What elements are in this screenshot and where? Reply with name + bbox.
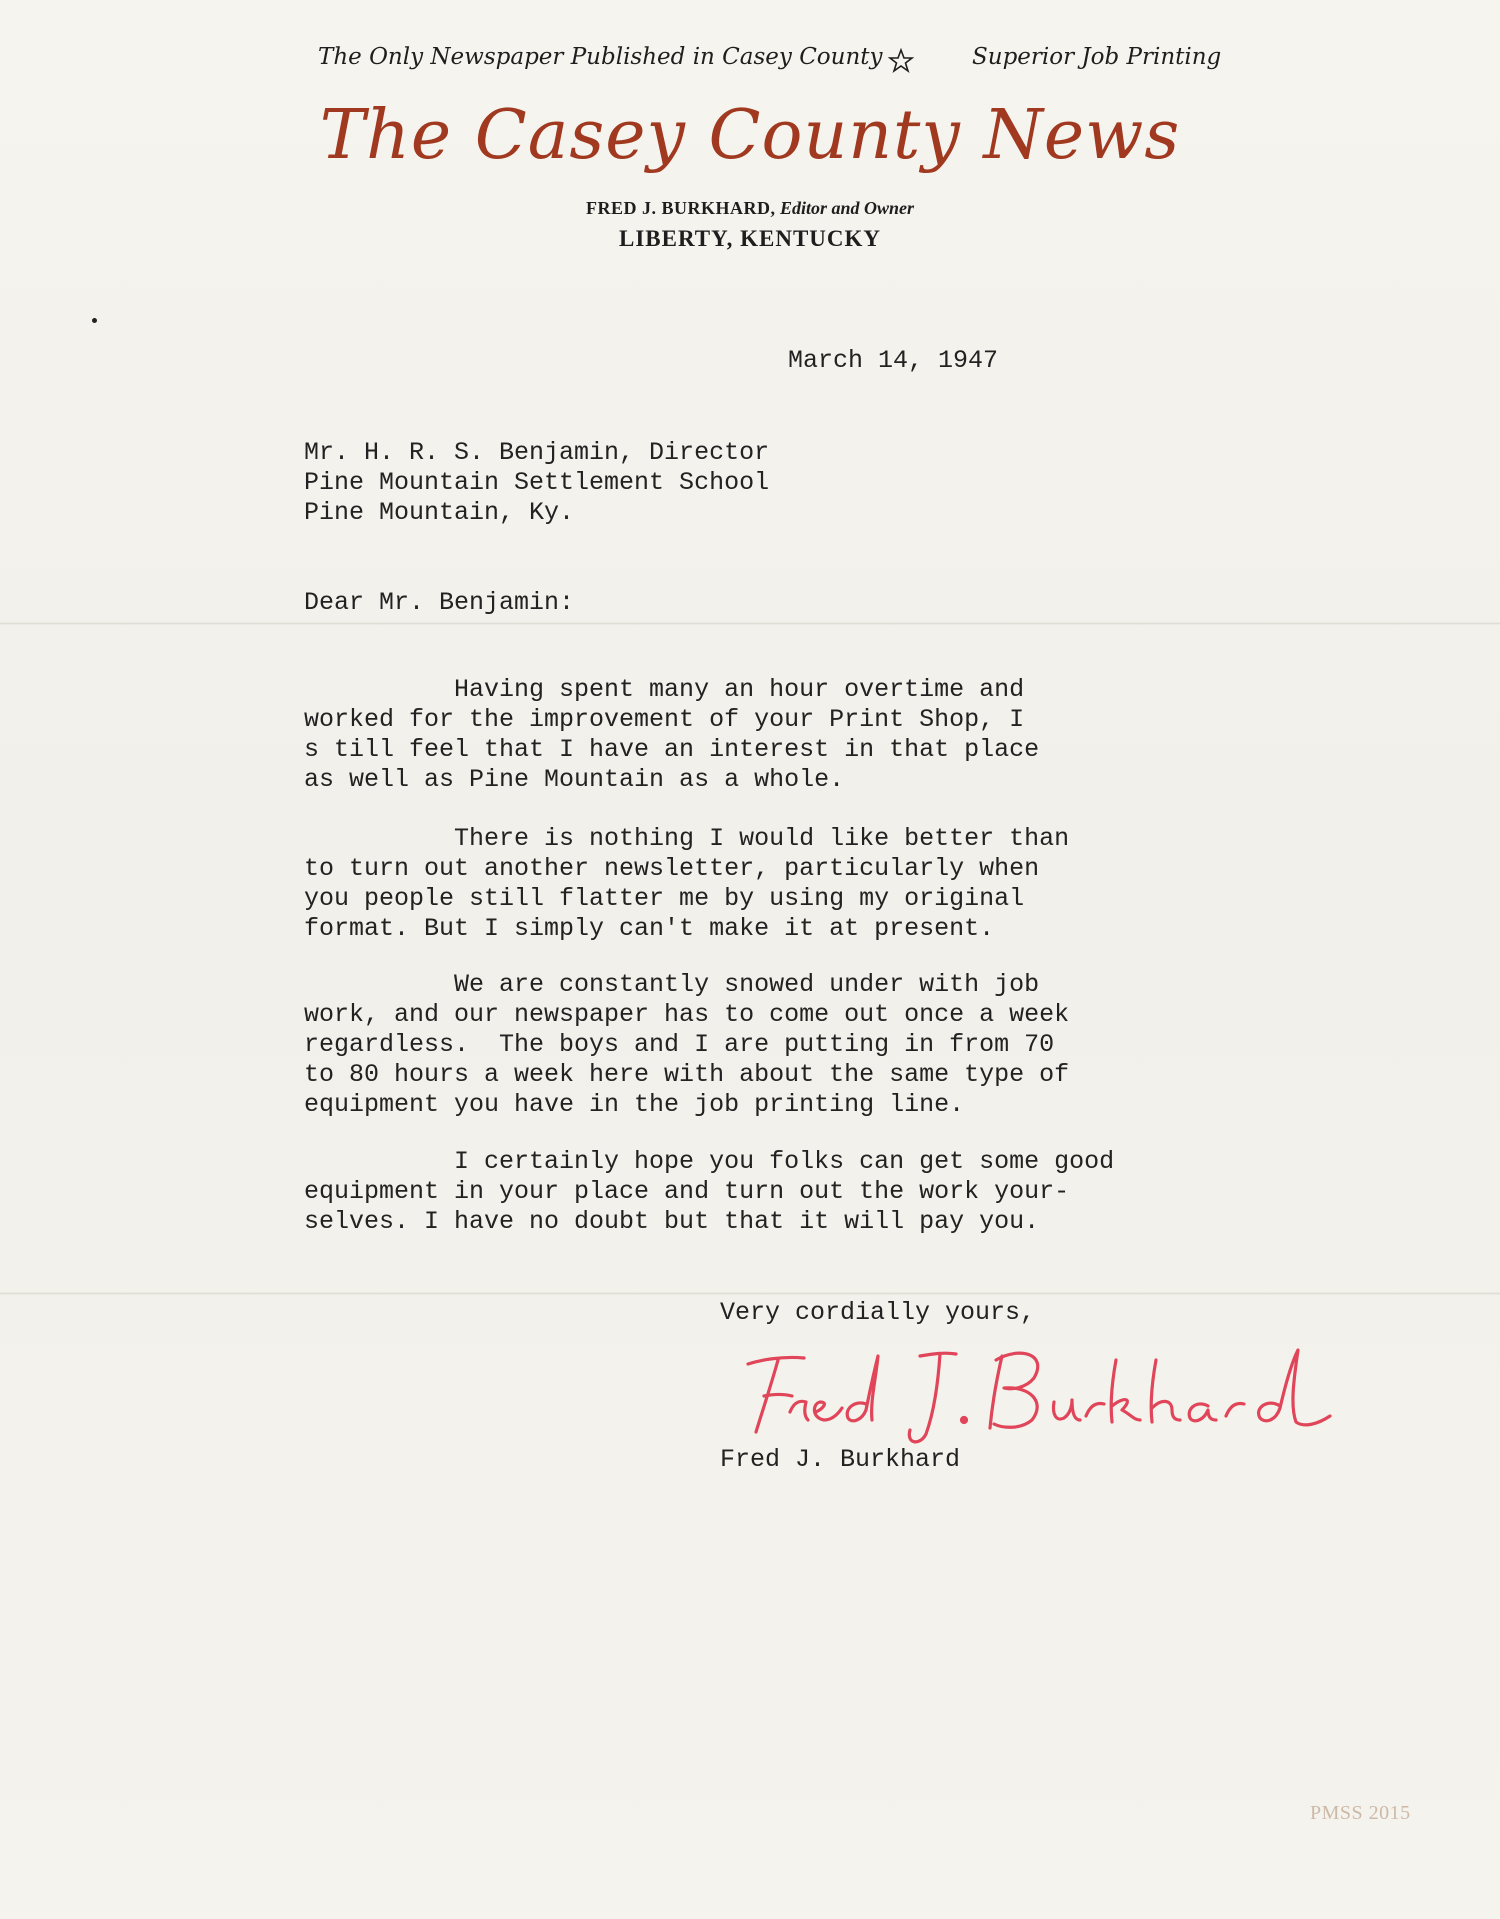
editor-role: Editor and Owner	[779, 198, 915, 218]
body-line: We are constantly snowed under with job	[304, 970, 1040, 999]
signed-name: Fred J. Burkhard	[720, 1445, 961, 1474]
salutation: Dear Mr. Benjamin:	[304, 588, 575, 617]
star-icon	[888, 48, 914, 74]
recipient-line: Pine Mountain, Ky.	[304, 498, 575, 527]
recipient-line: Pine Mountain Settlement School	[304, 468, 770, 497]
recipient-line: Mr. H. R. S. Benjamin, Director	[304, 438, 770, 467]
body-line: as well as Pine Mountain as a whole.	[304, 765, 845, 794]
handwritten-signature	[720, 1316, 1340, 1446]
body-line: work, and our newspaper has to come out once a week	[304, 1000, 1070, 1029]
letter-date: March 14, 1947	[788, 346, 999, 375]
body-line: equipment in your place and turn out the work your-	[304, 1177, 1070, 1206]
body-line: you people still flatter me by using my original	[304, 884, 1025, 913]
body-line: selves. I have no doubt but that it will pay you.	[304, 1207, 1040, 1236]
editor-name: FRED J. BURKHARD,	[585, 198, 776, 218]
tagline-right: Superior Job Printing	[972, 44, 1222, 70]
body-line: to turn out another newsletter, particularly when	[304, 854, 1040, 883]
ink-speck	[92, 318, 97, 323]
body-line: equipment you have in the job printing line.	[304, 1090, 965, 1119]
editor-line	[0, 198, 1500, 219]
location: LIBERTY, KENTUCKY	[618, 226, 881, 251]
closing: Very cordially yours,	[720, 1298, 1036, 1327]
body-line: I certainly hope you folks can get some good	[304, 1147, 1115, 1176]
fold-line	[0, 1292, 1500, 1295]
tagline-left: The Only Newspaper Published in Casey County	[318, 44, 883, 70]
body-line: to 80 hours a week here with about the same type of	[304, 1060, 1070, 1089]
body-line: s till feel that I have an interest in that place	[304, 735, 1040, 764]
masthead-title: The Casey County News	[319, 96, 1181, 175]
body-line: There is nothing I would like better than	[304, 824, 1070, 853]
body-line: format. But I simply can't make it at present.	[304, 914, 995, 943]
fold-line	[0, 622, 1500, 625]
archive-watermark: PMSS 2015	[1310, 1802, 1411, 1824]
body-line: Having spent many an hour overtime and	[304, 675, 1025, 704]
body-line: regardless. The boys and I are putting in from 70	[304, 1030, 1055, 1059]
body-line: worked for the improvement of your Print Shop, I	[304, 705, 1025, 734]
